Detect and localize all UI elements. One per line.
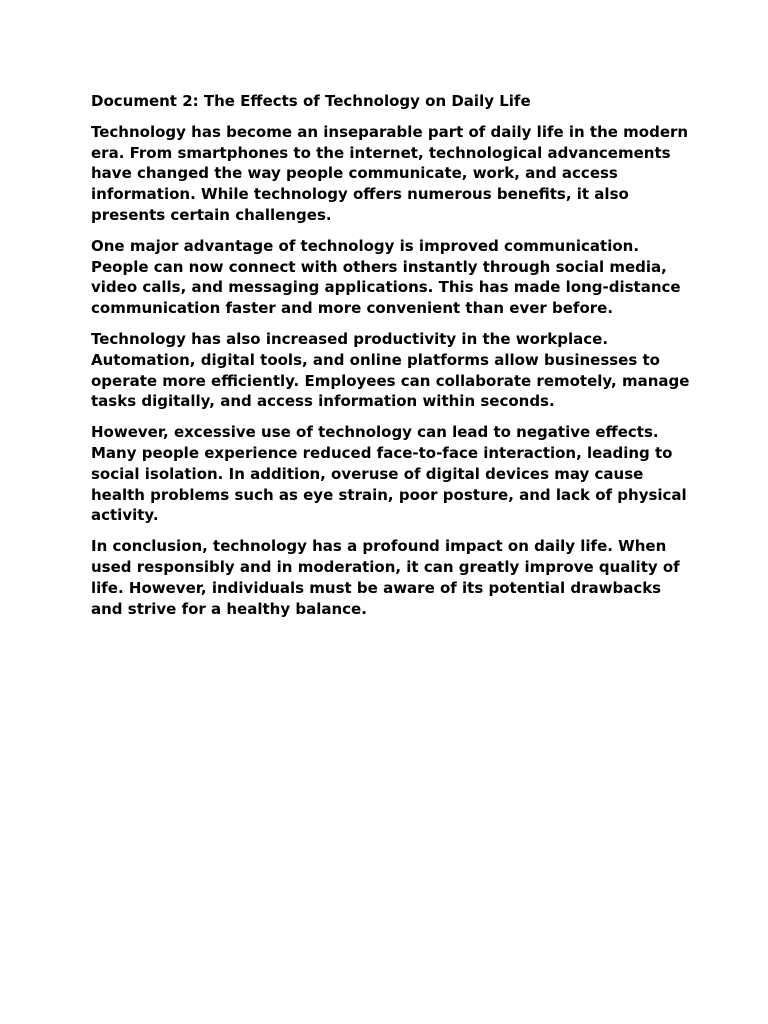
document-content xyxy=(91,91,691,629)
document-title: Document 2: The Effects of Technology on Daily Life xyxy=(91,92,531,110)
paragraph-introduction: Technology has become an inseparable part of daily life in the modern era. From smartphones to the internet, technological advancements have changed the way people communicate, work, and access information. While technology offers numerous benefits, it also presents certain challenges. xyxy=(91,122,689,224)
paragraph-productivity: Technology has also increased productivity in the workplace. Automation, digital tools, and online platforms allow businesses to operate more efficiently. Employees can collaborate remotely, manage tasks digitally, and access information within seconds. xyxy=(91,329,690,411)
paragraph-negative-effects: However, excessive use of technology can lead to negative effects. Many people experience reduced face-to-face interaction, leading to social isolation. In addition, overuse of digital devices may cause health problems such as eye strain, poor posture, and lack of physical activity. xyxy=(91,423,687,525)
paragraph-conclusion: In conclusion, technology has a profound impact on daily life. When used responsibly and in moderation, it can greatly improve quality of life. However, individuals must be aware of its potential drawbacks and strive for a healthy balance. xyxy=(91,537,680,618)
paragraph-communication: One major advantage of technology is improved communication. People can now connect with others instantly through social media, video calls, and messaging applications. This has made long-distance communication faster and more convenient than ever before. xyxy=(91,236,681,318)
